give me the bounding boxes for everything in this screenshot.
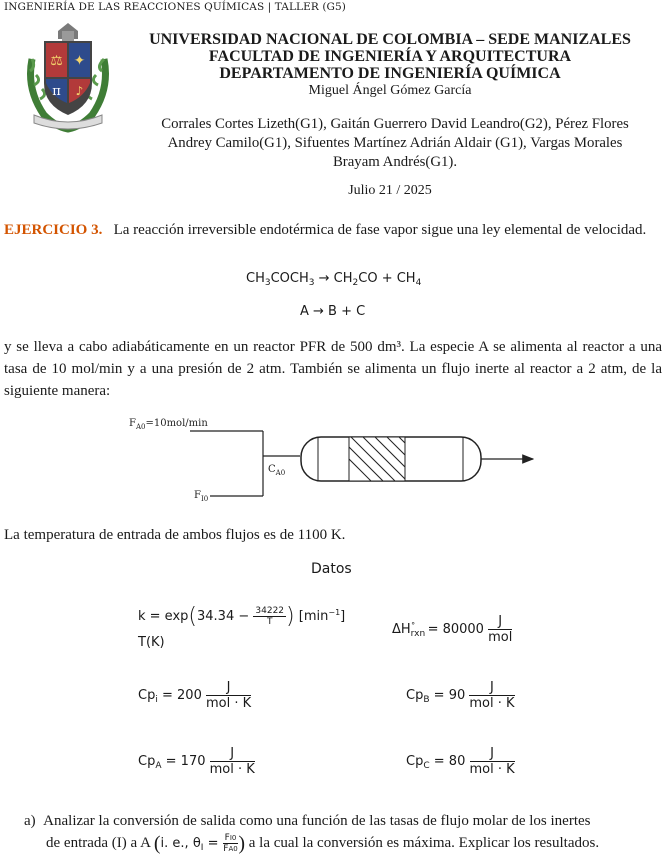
k-fraction: $\frac{34222}{T}$ bbox=[255, 606, 285, 627]
reaction-generic: A → B + C bbox=[300, 304, 366, 319]
svg-text:FA0=10mol/min: $F_{A0}=10mol/\min$ bbox=[129, 418, 208, 431]
part-a-line1: a) Analizar la conversión de salida como una función de las tasas de flujo molar de los inertes bbox=[24, 813, 591, 829]
date: Julio 21 / 2025 bbox=[348, 183, 432, 198]
exercise-intro-text: La reacción irreversible endotérmica de fase vapor sigue una ley elemental de velocidad. bbox=[113, 222, 647, 238]
faculty-name: FACULTAD DE INGENIERÍA Y ARQUITECTURA bbox=[208, 48, 572, 65]
authors bbox=[130, 115, 660, 172]
ca0-label bbox=[268, 464, 285, 477]
running-head: INGENIERÍA DE LAS REACCIONES QUÍMICAS | TALLER (G5) bbox=[4, 1, 346, 13]
reactor-diagram bbox=[0, 405, 668, 505]
reaction-chemical: $CH_3COCH_3 \to CH_2CO + CH_4$ bbox=[246, 271, 422, 288]
svg-text:⚖: ⚖ bbox=[50, 53, 63, 69]
datos-title: Datos bbox=[311, 561, 352, 577]
exercise-body: y se lleva a cabo adiabáticamente en un reactor PFR de 500 dm³. La especie A se alimenta al reactor a una tasa de 10 mol/min y a una presión de 2 atm. También se alimenta un flujo inerte al reactor a 2 atm, de la siguiente manera: bbox=[4, 339, 662, 399]
temperature-units: T(K) bbox=[138, 635, 165, 650]
svg-text:CA0: $C_{A0}$ bbox=[268, 464, 286, 477]
department-name: DEPARTAMENTO DE INGENIERÍA QUÍMICA bbox=[219, 65, 561, 82]
professor-name: Miguel Ángel Gómez García bbox=[308, 83, 472, 98]
authors-line: Brayam Andrés(G1). bbox=[332, 154, 458, 170]
university-name: UNIVERSIDAD NACIONAL DE COLOMBIA – SEDE MANIZALES bbox=[149, 31, 631, 48]
fa0-label bbox=[129, 418, 208, 431]
cp-a: $Cp_A = 170$ $\frac{J}{\text{mol · K}}$ bbox=[138, 746, 255, 777]
enthalpy-of-reaction: $\Delta H_{rxn}^\circ$ = 80000 $\frac{J}{\text{mol}}$ bbox=[392, 614, 513, 645]
exercise-intro bbox=[4, 219, 662, 241]
fi0-label bbox=[194, 490, 208, 503]
part-a-line2: de entrada (I) a A (i. e., $\theta_I$ = $\frac{FI0}{FA0}$ ) a la cual la conversión es máxima. Explicar los resultados. bbox=[46, 832, 600, 855]
rate-constant-expression: k = exp(34.34 − $\frac{34222}{T}$ ) $[\min^{-1}]$ bbox=[138, 604, 346, 629]
svg-text:FI0: $F_{I0}$ bbox=[194, 490, 209, 503]
svg-text:π: π bbox=[52, 84, 61, 99]
cp-inert: $Cp_i = 200$ $\frac{J}{\text{mol · K}}$ bbox=[138, 680, 252, 711]
university-logo bbox=[22, 19, 114, 135]
svg-text:♪: ♪ bbox=[75, 84, 84, 98]
cp-c: $Cp_C = 80$ $\frac{J}{\text{mol · K}}$ bbox=[406, 746, 515, 777]
question-part-a bbox=[24, 810, 664, 859]
svg-text:✦: ✦ bbox=[73, 53, 86, 69]
authors-line: Corrales Cortes Lizeth(G1), Gaitán Guerrero David Leandro(G2), Pérez Flores bbox=[161, 116, 629, 132]
temperature-note: La temperatura de entrada de ambos flujos es de 1100 K. bbox=[4, 527, 346, 543]
cp-b: $Cp_B = 90$ $\frac{J}{\text{mol · K}}$ bbox=[406, 680, 515, 711]
authors-line: Andrey Camilo(G1), Sifuentes Martínez Adrián Aldair (G1), Vargas Morales bbox=[167, 135, 623, 151]
exercise-label: EJERCICIO 3. bbox=[4, 222, 103, 238]
